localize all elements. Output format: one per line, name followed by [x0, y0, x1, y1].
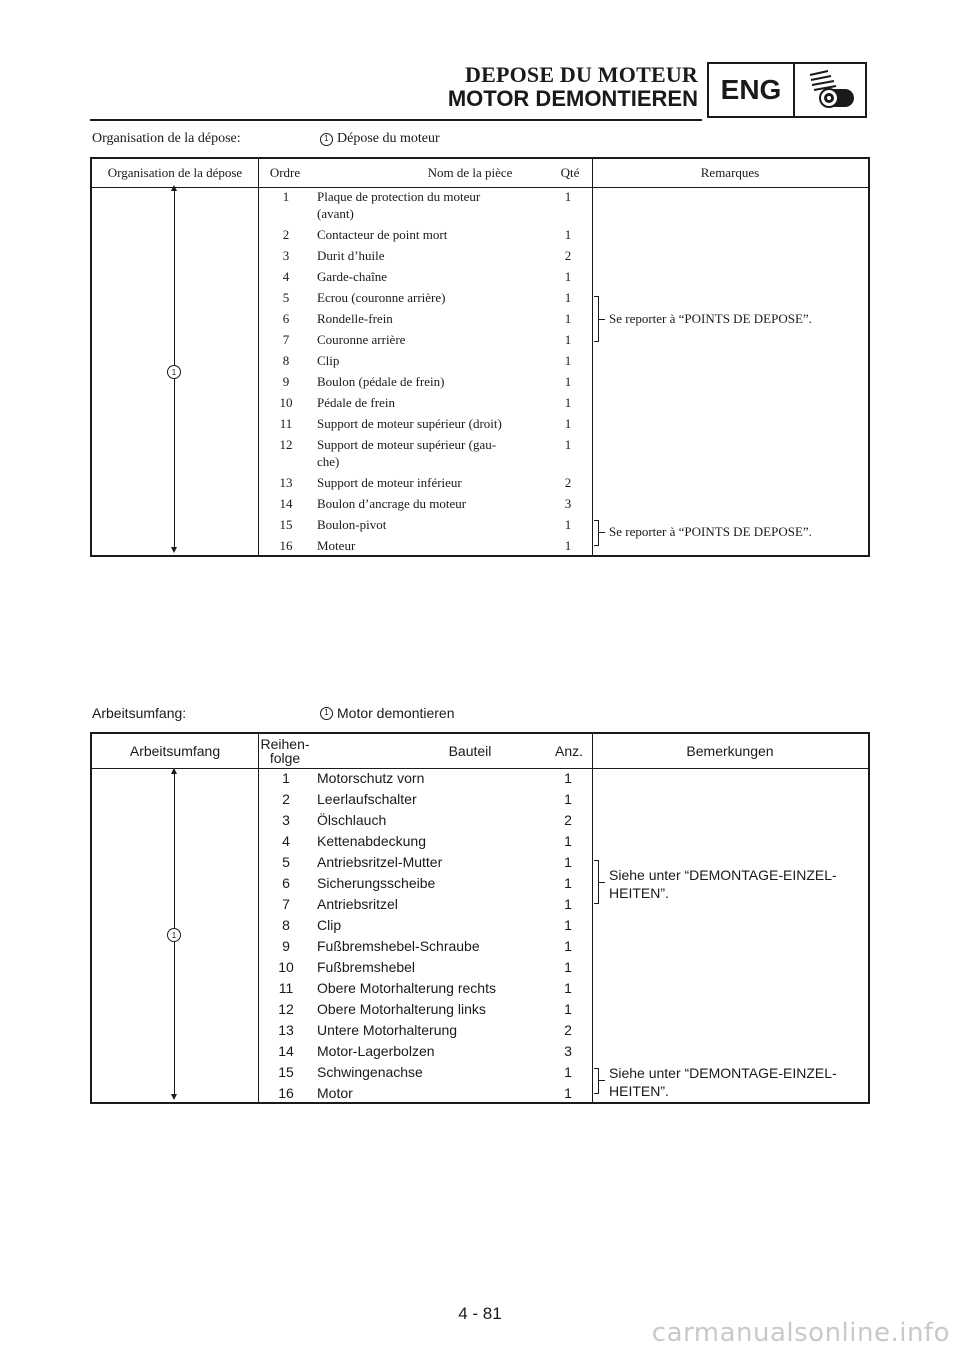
- row-order: 4: [282, 269, 290, 284]
- col-header-qty: Qté: [560, 165, 580, 180]
- row-qty: 1: [564, 896, 572, 912]
- row-part-name: Durit d’huile: [317, 248, 385, 263]
- row-order: 15: [279, 517, 293, 532]
- row-qty: 1: [564, 189, 572, 204]
- row-qty: 1: [564, 437, 572, 452]
- row-qty: 1: [564, 374, 572, 389]
- row-order: 15: [278, 1064, 294, 1080]
- row-part-name: Kettenabdeckung: [317, 833, 426, 849]
- row-part-name: Antriebsritzel-Mutter: [317, 854, 443, 870]
- row-order: 13: [279, 475, 293, 490]
- row-part-name: Rondelle-frein: [317, 311, 393, 326]
- col-header-remarks: Bemerkungen: [686, 743, 774, 759]
- bracket-tick: [599, 319, 605, 320]
- row-order: 7: [282, 332, 290, 347]
- bracket-tick: [599, 882, 605, 883]
- row-order: 5: [282, 854, 290, 870]
- row-part-name: Boulon (pédale de frein): [317, 374, 445, 389]
- header-rule: [90, 119, 702, 121]
- row-order: 12: [279, 437, 293, 452]
- arrow-down-icon: [171, 547, 177, 553]
- row-order: 3: [282, 248, 290, 263]
- intro-text: Motor demontieren: [337, 705, 455, 721]
- intro-text: Dépose du moteur: [337, 131, 440, 146]
- col-header-order: Ordre: [269, 165, 301, 180]
- col-header-job: Organisation de la dépose: [107, 165, 243, 180]
- row-order: 16: [278, 1085, 294, 1101]
- row-qty: 1: [564, 269, 572, 284]
- col-header-remarks: Remarques: [700, 165, 760, 180]
- row-part-name-cont: che): [317, 454, 340, 469]
- row-order: 2: [282, 227, 290, 242]
- row-qty: 1: [564, 227, 572, 242]
- col-header-order: [258, 734, 312, 768]
- row-order: 4: [282, 833, 290, 849]
- row-order: 10: [278, 959, 294, 975]
- remark-1-line2: HEITEN”.: [609, 885, 669, 901]
- range-marker: 1: [167, 365, 181, 379]
- row-order: 9: [282, 938, 290, 954]
- remark-2: Se reporter à “POINTS DE DEPOSE”.: [609, 524, 812, 539]
- row-order: 10: [279, 395, 293, 410]
- row-part-name: Motor-Lagerbolzen: [317, 1043, 435, 1059]
- col-header-part: Nom de la pièce: [427, 165, 513, 180]
- row-order: 12: [278, 1001, 294, 1017]
- row-qty: 1: [564, 875, 572, 891]
- row-qty: 1: [564, 770, 572, 786]
- table-header: [92, 159, 868, 188]
- row-qty: 3: [564, 496, 572, 511]
- col-header-order-line2: folge: [269, 750, 301, 766]
- row-order: 3: [282, 812, 290, 828]
- row-part-name: Couronne arrière: [317, 332, 406, 347]
- row-order: 1: [282, 770, 290, 786]
- row-qty: 2: [564, 248, 572, 263]
- row-part-name: Plaque de protection du moteur: [317, 189, 481, 204]
- engine-icon: [795, 64, 865, 116]
- column-divider: [258, 734, 259, 1102]
- row-part-name: Moteur: [317, 538, 356, 553]
- row-part-name: Clip: [317, 917, 342, 933]
- page-title-de: MOTOR DEMONTIEREN: [447, 86, 698, 111]
- row-qty: 1: [564, 917, 572, 933]
- section-badge: [707, 62, 867, 118]
- watermark: carmanualsonline.info: [651, 1318, 950, 1348]
- remark-2-line1: Siehe unter “DEMONTAGE-EINZEL-: [609, 1065, 837, 1081]
- row-order: 11: [279, 416, 293, 431]
- col-header-part: Bauteil: [448, 743, 492, 759]
- row-part-name: Boulon-pivot: [317, 517, 387, 532]
- row-order: 16: [279, 538, 293, 553]
- intro-label: Organisation de la dépose:: [92, 131, 241, 146]
- row-order: 6: [282, 875, 290, 891]
- row-part-name: Leerlaufschalter: [317, 791, 417, 807]
- intro-value: [320, 705, 455, 721]
- section-label: ENG: [709, 64, 795, 116]
- intro-label: Arbeitsumfang:: [92, 705, 187, 721]
- row-part-name: Motorschutz vorn: [317, 770, 425, 786]
- remark-2: [609, 1064, 837, 1100]
- row-qty: 1: [564, 1001, 572, 1017]
- row-part-name: Motor: [317, 1085, 353, 1101]
- row-part-name: Clip: [317, 353, 340, 368]
- row-order: 6: [282, 311, 290, 326]
- range-marker: 1: [167, 928, 181, 942]
- row-qty: 2: [564, 1022, 572, 1038]
- row-qty: 1: [564, 416, 572, 431]
- removal-table-de: [90, 732, 870, 1104]
- remark-1-line1: Siehe unter “DEMONTAGE-EINZEL-: [609, 867, 837, 883]
- row-part-name: Contacteur de point mort: [317, 227, 448, 242]
- step-marker: 1: [320, 133, 333, 146]
- row-order: 14: [279, 496, 293, 511]
- row-qty: 1: [564, 959, 572, 975]
- row-order: 7: [282, 896, 290, 912]
- row-qty: 1: [564, 517, 572, 532]
- row-qty: 2: [564, 812, 572, 828]
- row-part-name: Support de moteur supérieur (droit): [317, 416, 502, 431]
- row-part-name: Sicherungsscheibe: [317, 875, 436, 891]
- bracket-tick: [599, 1080, 605, 1081]
- row-qty: 1: [564, 311, 572, 326]
- col-header-job: Arbeitsumfang: [129, 743, 221, 759]
- bracket-tick: [599, 532, 605, 533]
- row-part-name: Fußbremshebel-Schraube: [317, 938, 480, 954]
- remark-1: Se reporter à “POINTS DE DEPOSE”.: [609, 311, 812, 326]
- row-part-name: Garde-chaîne: [317, 269, 388, 284]
- step-marker: 1: [320, 707, 333, 720]
- row-qty: 1: [564, 1085, 572, 1101]
- row-part-name: Ölschlauch: [317, 812, 387, 828]
- row-order: 8: [282, 917, 290, 933]
- row-order: 14: [278, 1043, 294, 1059]
- arrow-down-icon: [171, 1094, 177, 1100]
- row-order: 9: [282, 374, 290, 389]
- row-part-name-cont: (avant): [317, 206, 354, 221]
- bracket: [594, 1068, 599, 1094]
- row-qty: 1: [564, 353, 572, 368]
- row-part-name: Antriebsritzel: [317, 896, 398, 912]
- row-qty: 1: [564, 833, 572, 849]
- row-qty: 1: [564, 290, 572, 305]
- row-order: 8: [282, 353, 290, 368]
- row-part-name: Support de moteur supérieur (gau-: [317, 437, 497, 452]
- row-part-name: Boulon d’ancrage du moteur: [317, 496, 467, 511]
- row-order: 1: [282, 189, 290, 204]
- col-header-order-line1: Reihen-: [260, 736, 310, 752]
- row-part-name: Pédale de frein: [317, 395, 395, 410]
- row-order: 11: [278, 980, 294, 996]
- page-title-fr: DEPOSE DU MOTEUR: [465, 62, 698, 87]
- row-qty: 1: [564, 538, 572, 553]
- row-qty: 2: [564, 475, 572, 490]
- row-part-name: Obere Motorhalterung rechts: [317, 980, 496, 996]
- row-qty: 1: [564, 395, 572, 410]
- row-qty: 3: [564, 1043, 572, 1059]
- removal-table-fr: [90, 157, 870, 557]
- row-part-name: Untere Motorhalterung: [317, 1022, 458, 1038]
- page-number: 4 - 81: [458, 1304, 502, 1323]
- row-part-name: Schwingenachse: [317, 1064, 423, 1080]
- row-qty: 1: [564, 1064, 572, 1080]
- row-qty: 1: [564, 854, 572, 870]
- row-order: 13: [278, 1022, 294, 1038]
- row-qty: 1: [564, 791, 572, 807]
- row-qty: 1: [564, 938, 572, 954]
- row-qty: 1: [564, 980, 572, 996]
- row-order: 2: [282, 791, 290, 807]
- row-qty: 1: [564, 332, 572, 347]
- row-order: 5: [282, 290, 290, 305]
- column-divider: [258, 159, 259, 555]
- row-part-name: Ecrou (couronne arrière): [317, 290, 446, 305]
- remark-2-line2: HEITEN”.: [609, 1083, 669, 1099]
- row-part-name: Obere Motorhalterung links: [317, 1001, 486, 1017]
- col-header-qty: Anz.: [554, 743, 583, 759]
- table-header: [92, 734, 868, 769]
- bracket: [594, 520, 599, 546]
- remark-1: [609, 866, 837, 902]
- intro-value: [320, 131, 440, 147]
- row-part-name: Fußbremshebel: [317, 959, 416, 975]
- row-part-name: Support de moteur inférieur: [317, 475, 462, 490]
